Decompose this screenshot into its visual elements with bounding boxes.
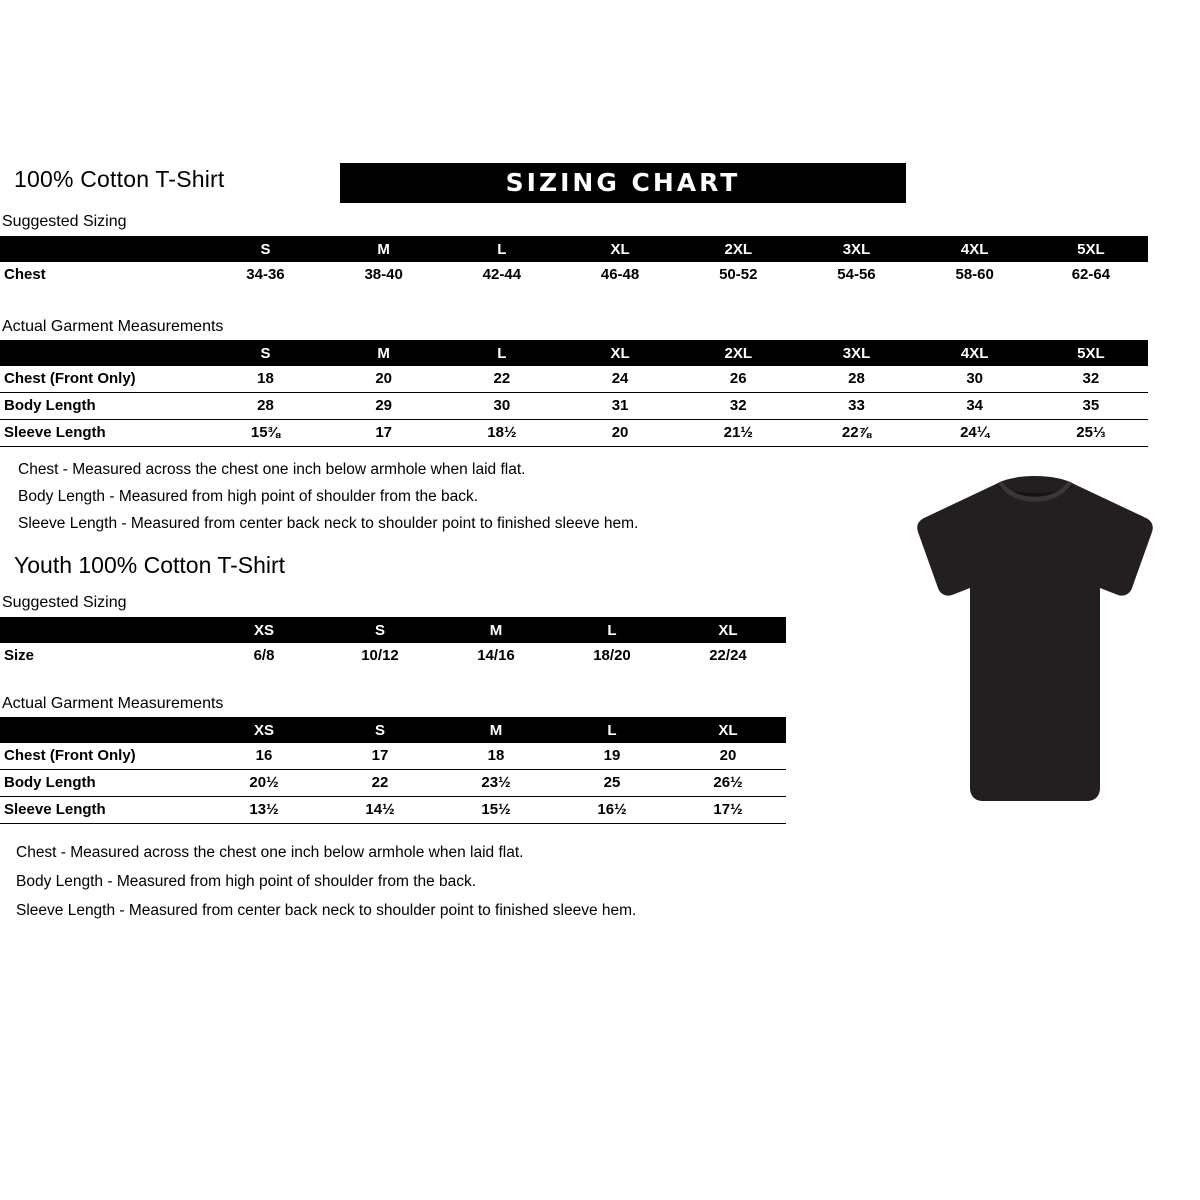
adult-note: Body Length - Measured from high point of shoulder from the back.: [18, 488, 479, 505]
row-label: Chest (Front Only): [4, 370, 136, 387]
cell: 17: [371, 747, 389, 764]
cell: 26: [729, 370, 747, 387]
row-label: Chest: [4, 266, 46, 283]
cell: 20: [611, 424, 629, 441]
youth-note: Chest - Measured across the chest one inch below armhole when laid flat.: [16, 844, 524, 861]
cell: 34-36: [246, 266, 285, 283]
row-label: Size: [4, 647, 35, 664]
cell: 22: [371, 774, 389, 791]
adult-note: Sleeve Length - Measured from center back neck to shoulder point to finished sleeve hem.: [18, 515, 639, 532]
cell: 22: [493, 370, 511, 387]
adult-note: Chest - Measured across the chest one inch below armhole when laid flat.: [18, 461, 526, 478]
table-row: [0, 366, 1148, 391]
cell: 14½: [365, 801, 395, 818]
cell: 10/12: [361, 647, 399, 664]
tshirt-icon: [900, 470, 1170, 810]
col-header: XS: [206, 717, 322, 743]
cell: 31: [611, 397, 629, 414]
row-divider: [0, 822, 786, 824]
col-header: M: [438, 717, 554, 743]
youth-section-title: Youth 100% Cotton T-Shirt: [14, 552, 286, 578]
cell: 17: [375, 424, 392, 441]
youth-suggested-table: [0, 617, 786, 668]
cell: 25⅓: [1076, 424, 1106, 441]
cell: 38-40: [364, 266, 403, 283]
col-header: 4XL: [916, 236, 1034, 262]
cell: 33: [848, 397, 865, 414]
cell: 28: [257, 397, 274, 414]
cell: 28: [848, 370, 865, 387]
cell: 17½: [713, 801, 743, 818]
row-label: Body Length: [4, 774, 96, 791]
col-header: 2XL: [679, 236, 797, 262]
col-header: [0, 340, 206, 366]
cell: 13½: [249, 801, 279, 818]
table-row: [0, 420, 1148, 446]
col-header: [0, 236, 206, 262]
cell: 22/24: [709, 647, 747, 664]
col-header: L: [443, 340, 561, 366]
col-header: L: [443, 236, 561, 262]
cell: 35: [1082, 397, 1100, 414]
row-label: Chest (Front Only): [4, 747, 136, 764]
table-row: [0, 797, 786, 823]
cell: 54-56: [837, 266, 876, 283]
col-header: XL: [670, 717, 786, 743]
col-header: 2XL: [679, 340, 797, 366]
youth-actual-label: Actual Garment Measurements: [2, 695, 224, 712]
adult-suggested-label: Suggested Sizing: [2, 213, 127, 230]
cell: 26½: [713, 774, 743, 791]
cell: 30: [966, 370, 984, 387]
cell: 6/8: [253, 647, 275, 664]
cell: 58-60: [955, 266, 994, 283]
cell: 62-64: [1071, 266, 1111, 283]
cell: 15½: [481, 801, 511, 818]
cell: 20½: [249, 774, 279, 791]
cell: 18½: [487, 424, 517, 441]
cell: 16: [255, 747, 273, 764]
cell: 22⅞: [841, 424, 872, 441]
row-label: Sleeve Length: [4, 801, 106, 818]
table-row: [0, 743, 786, 768]
col-header: XL: [561, 236, 679, 262]
col-header: XS: [206, 617, 322, 643]
cell: 50-52: [719, 266, 758, 283]
col-header: L: [554, 717, 670, 743]
cell: 46-48: [600, 266, 640, 283]
cell: 18/20: [593, 647, 631, 664]
table-header-row: [0, 236, 1148, 262]
col-header: L: [554, 617, 670, 643]
table-row: [0, 643, 786, 668]
cell: 42-44: [482, 266, 522, 283]
sizing-chart-banner-label: SIZING CHART: [505, 168, 741, 197]
col-header: M: [325, 340, 443, 366]
col-header: 4XL: [916, 340, 1034, 366]
col-header: S: [206, 236, 324, 262]
cell: 25: [603, 774, 621, 791]
cell: 14/16: [477, 647, 515, 664]
cell: 20: [375, 370, 392, 387]
sizing-chart-banner: [340, 163, 906, 203]
table-header-row: [0, 340, 1148, 366]
cell: 16½: [597, 801, 627, 818]
cell: 30: [493, 397, 511, 414]
col-header: [0, 617, 206, 643]
cell: 34: [966, 397, 984, 414]
col-header: M: [438, 617, 554, 643]
cell: 18: [257, 370, 274, 387]
adult-section-title: 100% Cotton T-Shirt: [14, 166, 225, 192]
cell: 15⅜: [250, 424, 281, 441]
row-label: Body Length: [4, 397, 96, 414]
youth-actual-table: [0, 717, 786, 824]
cell: 18: [487, 747, 505, 764]
col-header: 3XL: [797, 236, 915, 262]
cell: 24: [611, 370, 629, 387]
table-row: [0, 770, 786, 796]
table-row: [0, 262, 1148, 287]
col-header: 5XL: [1034, 236, 1148, 262]
cell: 20: [719, 747, 737, 764]
youth-note: Sleeve Length - Measured from center back neck to shoulder point to finished sleeve hem.: [16, 902, 637, 919]
col-header: M: [325, 236, 443, 262]
adult-suggested-table: [0, 236, 1148, 287]
table-header-row: [0, 717, 786, 743]
col-header: S: [206, 340, 324, 366]
cell: 19: [603, 747, 621, 764]
table-header-row: [0, 617, 786, 643]
table-row: [0, 393, 1148, 419]
youth-suggested-label: Suggested Sizing: [2, 594, 127, 611]
cell: 32: [1082, 370, 1100, 387]
col-header: 5XL: [1034, 340, 1148, 366]
cell: 24¼: [960, 424, 990, 441]
col-header: XL: [670, 617, 786, 643]
tshirt-product-image: [900, 470, 1170, 810]
cell: 29: [375, 397, 392, 414]
row-divider: [0, 445, 1148, 447]
adult-actual-label: Actual Garment Measurements: [2, 318, 224, 335]
col-header: [0, 717, 206, 743]
col-header: S: [322, 717, 438, 743]
adult-actual-table: [0, 340, 1148, 447]
youth-note: Body Length - Measured from high point of shoulder from the back.: [16, 873, 477, 890]
cell: 21½: [723, 424, 753, 441]
col-header: 3XL: [797, 340, 915, 366]
col-header: S: [322, 617, 438, 643]
row-label: Sleeve Length: [4, 424, 106, 441]
col-header: XL: [561, 340, 679, 366]
cell: 23½: [481, 774, 511, 791]
cell: 32: [729, 397, 747, 414]
